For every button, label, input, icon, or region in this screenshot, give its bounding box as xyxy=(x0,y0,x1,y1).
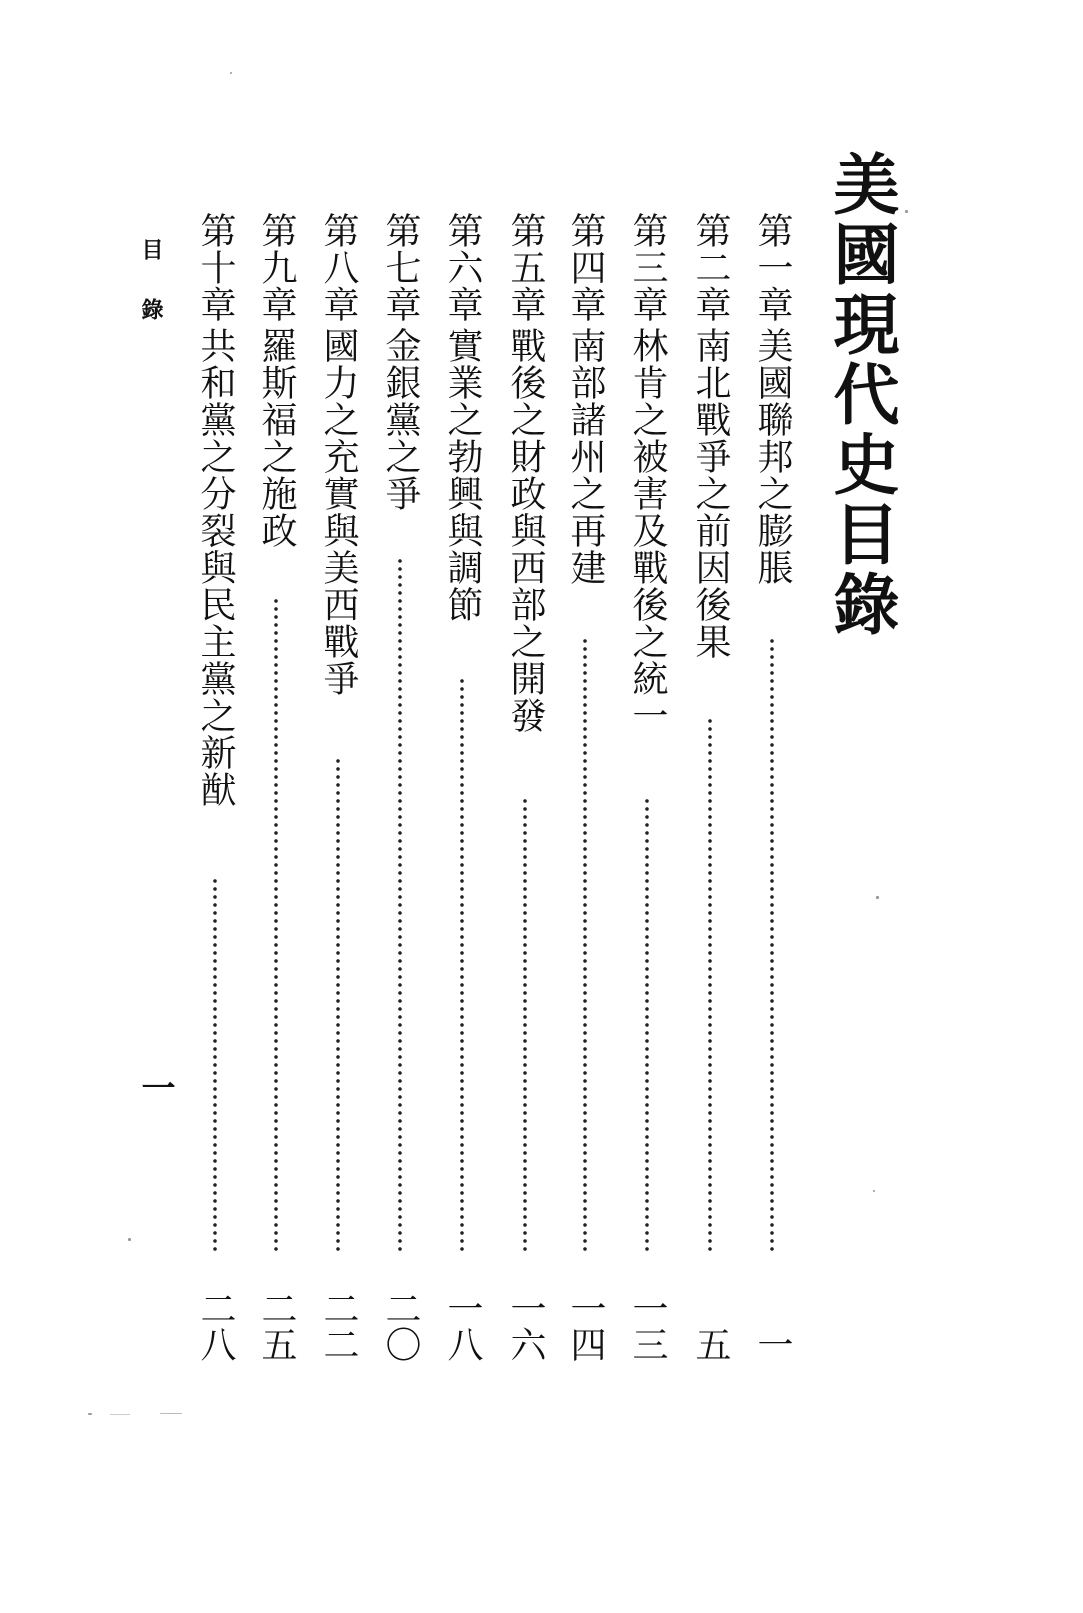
dot-leader xyxy=(397,557,403,1252)
dot-leader xyxy=(644,797,650,1252)
scan-speck xyxy=(873,1190,875,1192)
scan-speck xyxy=(876,896,879,899)
scan-speck xyxy=(110,1414,130,1415)
chapter-number: 第八章 xyxy=(318,212,359,323)
chapter-title: 美國聯邦之膨脹 xyxy=(752,327,793,586)
dot-leader xyxy=(459,677,465,1252)
scan-speck xyxy=(905,210,908,213)
page-number: 二八 xyxy=(195,1290,236,1362)
page-number: 二二 xyxy=(318,1290,359,1362)
chapter-title: 南北戰爭之前因後果 xyxy=(690,327,731,660)
page-number: 五 xyxy=(690,1326,731,1362)
chapter-number: 第五章 xyxy=(505,212,546,323)
toc-entry xyxy=(505,212,545,1362)
dot-leader xyxy=(522,797,528,1252)
scan-speck xyxy=(88,1413,92,1415)
dot-leader xyxy=(335,757,341,1252)
chapter-title: 羅斯福之施政 xyxy=(256,327,297,549)
toc-entry xyxy=(627,212,667,1362)
chapter-title: 國力之充實與美西戰爭 xyxy=(318,327,359,697)
page-number: 一三 xyxy=(627,1290,668,1362)
dot-leader xyxy=(273,597,279,1252)
toc-entry xyxy=(195,212,235,1362)
chapter-title: 共和黨之分裂與民主黨之新猷 xyxy=(195,327,236,808)
toc-entry xyxy=(690,212,730,1362)
toc-entry xyxy=(256,212,296,1362)
folio-number: 一 xyxy=(135,1070,175,1104)
chapter-title: 戰後之財政與西部之開發 xyxy=(505,327,546,734)
chapter-number: 第六章 xyxy=(442,212,483,323)
page-title: 美國現代史目錄 xyxy=(822,150,900,640)
chapter-number: 第十章 xyxy=(195,212,236,323)
page-number: 一 xyxy=(752,1326,793,1362)
chapter-title: 林肯之被害及戰後之統一 xyxy=(627,327,668,734)
page-number: 一八 xyxy=(442,1290,483,1362)
scan-speck xyxy=(128,1238,131,1241)
chapter-title: 金銀黨之爭 xyxy=(380,327,421,512)
toc-entry xyxy=(752,212,792,1362)
chapter-number: 第三章 xyxy=(627,212,668,323)
chapter-title: 南部諸州之再建 xyxy=(565,327,606,586)
toc-entry xyxy=(380,212,420,1362)
scan-speck xyxy=(230,72,232,74)
chapter-title: 實業之勃興與調節 xyxy=(442,327,483,623)
toc-entry xyxy=(565,212,605,1362)
chapter-number: 第二章 xyxy=(690,212,731,323)
page-number: 一六 xyxy=(505,1290,546,1362)
toc-entry xyxy=(442,212,482,1362)
page-number: 一四 xyxy=(565,1290,606,1362)
dot-leader xyxy=(769,637,775,1252)
dot-leader xyxy=(707,717,713,1252)
dot-leader xyxy=(212,877,218,1252)
chapter-number: 第一章 xyxy=(752,212,793,323)
page-number: 二五 xyxy=(256,1290,297,1362)
toc-entry xyxy=(318,212,358,1362)
dot-leader xyxy=(582,637,588,1252)
scan-speck xyxy=(160,1413,182,1414)
chapter-number: 第七章 xyxy=(380,212,421,323)
running-head: 目錄 xyxy=(138,238,164,358)
page-number: 二〇 xyxy=(380,1290,421,1362)
chapter-number: 第九章 xyxy=(256,212,297,323)
chapter-number: 第四章 xyxy=(565,212,606,323)
